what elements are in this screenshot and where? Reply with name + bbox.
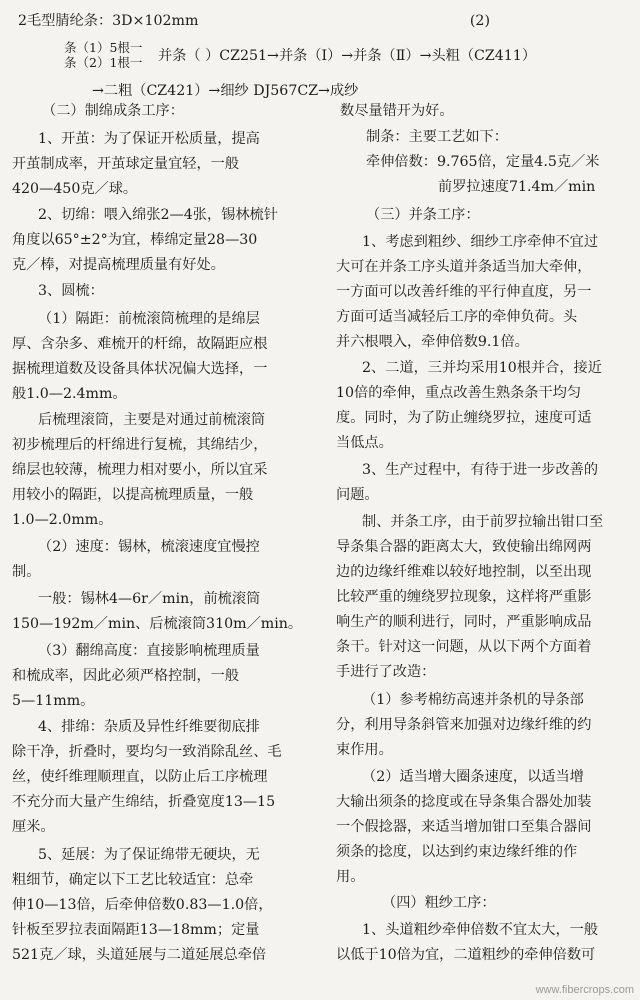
text-line: 5—11mm。 [12, 693, 95, 709]
text-line: 420—450克／球。 [12, 181, 138, 197]
flow-input-2: 条（2）1根一 [64, 55, 143, 70]
text-line: 厚、含杂多、难梳开的杆绵，故隔距应根 [12, 336, 268, 352]
text-line: 一个假捻器，来适当增加钳口至集合器间 [336, 819, 592, 835]
text-line: 克／棒，对提高梳理质量有好处。 [12, 257, 225, 273]
text-line: （1）参考棉纺高速并条机的导条部 [362, 692, 584, 708]
text-line: 丝，使纤维理顺理直，以防止后工序梳理 [12, 769, 268, 785]
text-line: （2）速度：锡林，梳滚速度宜慢控 [38, 539, 260, 555]
text-line: 以低于10倍为宜，二道粗纱的牵伸倍数可 [336, 947, 596, 963]
text-line: 角度以65°±2°为宜，棒绵定量28—30 [12, 232, 258, 248]
text-line: 一般：锡林4—6r／min，前梳滚筒 [38, 591, 261, 607]
text-line: 制、并条工序，由于前罗拉输出钳口至 [362, 514, 604, 530]
watermark: www.fibercrops.com [535, 984, 634, 996]
text-line: 用。 [336, 869, 365, 885]
text-line: 据梳理道数及设备具体状况偏大选择，一 [12, 361, 268, 377]
text-line: 并六根喂入，牵伸倍数9.1倍。 [336, 334, 529, 350]
text-line: 5、延展：为了保证绵带无硬块，无 [38, 847, 260, 863]
text-line: 导条集合器的距离太大，致使输出绵网两 [336, 539, 592, 555]
text-line: 度。同时，为了防止缠绕罗拉，速度可适 [336, 410, 592, 426]
text-line: 大输出须条的捻度或在导条集合器处加装 [336, 794, 592, 810]
text-line: 2、切绵：喂入绵张2—4张，锡林梳针 [38, 207, 278, 223]
text-line: 3、生产过程中，有待于进一步改善的 [362, 462, 599, 478]
text-line: 一方面可以改善纤维的平行伸直度，另一 [336, 284, 592, 300]
text-line: 般1.0—2.4mm。 [12, 386, 127, 402]
text-line: 后梳理滚筒，主要是对通过前梳滚筒 [38, 412, 266, 428]
process-flow-line-2: →二粗（CZ421）→细纱 DJ567CZ→成纱 [92, 83, 359, 99]
text-line: 数尽量错开为好。 [340, 103, 454, 119]
text-line: 比较严重的缠绕罗拉现象，这样将严重影 [336, 589, 592, 605]
text-line: 条干。针对这一问题，从以下两个方面着 [336, 639, 592, 655]
text-line: 除干净，折叠时，要均匀一致消除乱丝、毛 [12, 744, 282, 760]
text-line: 不充分而大量产生绵结，折叠宽度13—15 [12, 794, 276, 810]
text-line: 手进行了改造： [336, 664, 436, 680]
text-line: 伸10—13倍，后牵伸倍数0.83—1.0倍， [12, 897, 273, 913]
text-line: 制条：主要工艺如下： [366, 129, 508, 145]
flow-input-1: 条（1）5根一 [64, 40, 143, 55]
header-block [10, 6, 630, 101]
text-line: 分，利用导条斜管来加强对边缘纤维的约 [336, 717, 592, 733]
page-number: (2) [469, 13, 490, 29]
text-line: （3）翻绵高度：直接影响梳理质量 [38, 643, 260, 659]
text-line: 粗细节，确定以下工艺比较适宜：总牵 [12, 872, 254, 888]
text-line: 10倍的牵伸，重点改善生熟条条干均匀 [336, 385, 582, 401]
text-line: 牵伸倍数：9.765倍，定量4.5克／米 [366, 154, 600, 170]
process-flow-line-1: 并条（ ）CZ251→并条（Ⅰ）→并条（Ⅱ）→头粗（CZ411） [158, 48, 537, 64]
text-line: 3、圆梳： [38, 283, 104, 299]
text-line: 开茧制成率，开茧球定量宜轻，一般 [12, 156, 240, 172]
text-line: 和梳成率，因此必须严格控制，一般 [12, 668, 240, 684]
text-line: 针板至罗拉表面隔距13—18mm；定量 [12, 922, 260, 938]
text-line: 2、二道，三并均采用10根并合，接近 [362, 360, 602, 376]
text-line: （二）制绵成条工序： [42, 103, 184, 119]
text-line: 大可在并条工序头道并条适当加大牵伸， [336, 259, 592, 275]
text-line: 521克／球，头道延展与二道延展总牵倍 [12, 947, 267, 963]
text-line: 1、开茧：为了保证开松质量，提高 [38, 131, 260, 147]
text-line: 须条的捻度，以达到约束边缘纤维的作 [336, 844, 578, 860]
text-line: 边的边缘纤维难以较好地控制，以至出现 [336, 564, 592, 580]
text-line: 1、头道粗纱牵伸倍数不宜太大，一般 [362, 922, 599, 938]
text-line: 束作用。 [336, 742, 393, 758]
text-line: 问题。 [336, 487, 379, 503]
text-line: （三）并条工序： [366, 207, 480, 223]
text-line: 方面可适当减轻后工序的牵伸负荷。头 [336, 309, 578, 325]
text-line: （2）适当增大圈条速度，以适当增 [362, 769, 584, 785]
text-line: 初步梳理后的杆绵进行复梳，其绵结少， [12, 437, 268, 453]
text-line: 用较小的隔距，以提高梳理质量，一般 [12, 487, 254, 503]
text-line: 1、考虑到粗纱、细纱工序牵伸不宜过 [362, 234, 599, 250]
material-spec: 2毛型腈纶条：3D×102mm [18, 13, 199, 29]
text-line: （1）隔距：前梳滚筒梳理的是绵层 [38, 311, 260, 327]
text-line: 厘米。 [12, 819, 55, 835]
text-line: 当低点。 [336, 435, 393, 451]
text-line: 150—192m／min、后梳滚筒310m／min。 [12, 616, 303, 632]
text-line: 前罗拉速度71.4m／min [438, 179, 596, 195]
text-line: 制。 [12, 564, 41, 580]
text-line: 1.0—2.0mm。 [12, 512, 113, 528]
text-line: 绵层也较薄，梳理力相对要小，所以宜采 [12, 462, 268, 478]
text-line: 4、排绵：杂质及异性纤维要彻底排 [38, 719, 260, 735]
text-line: （四）粗纱工序： [382, 895, 496, 911]
text-line: 响生产的顺利进行，同时，严重影响成品 [336, 614, 592, 630]
